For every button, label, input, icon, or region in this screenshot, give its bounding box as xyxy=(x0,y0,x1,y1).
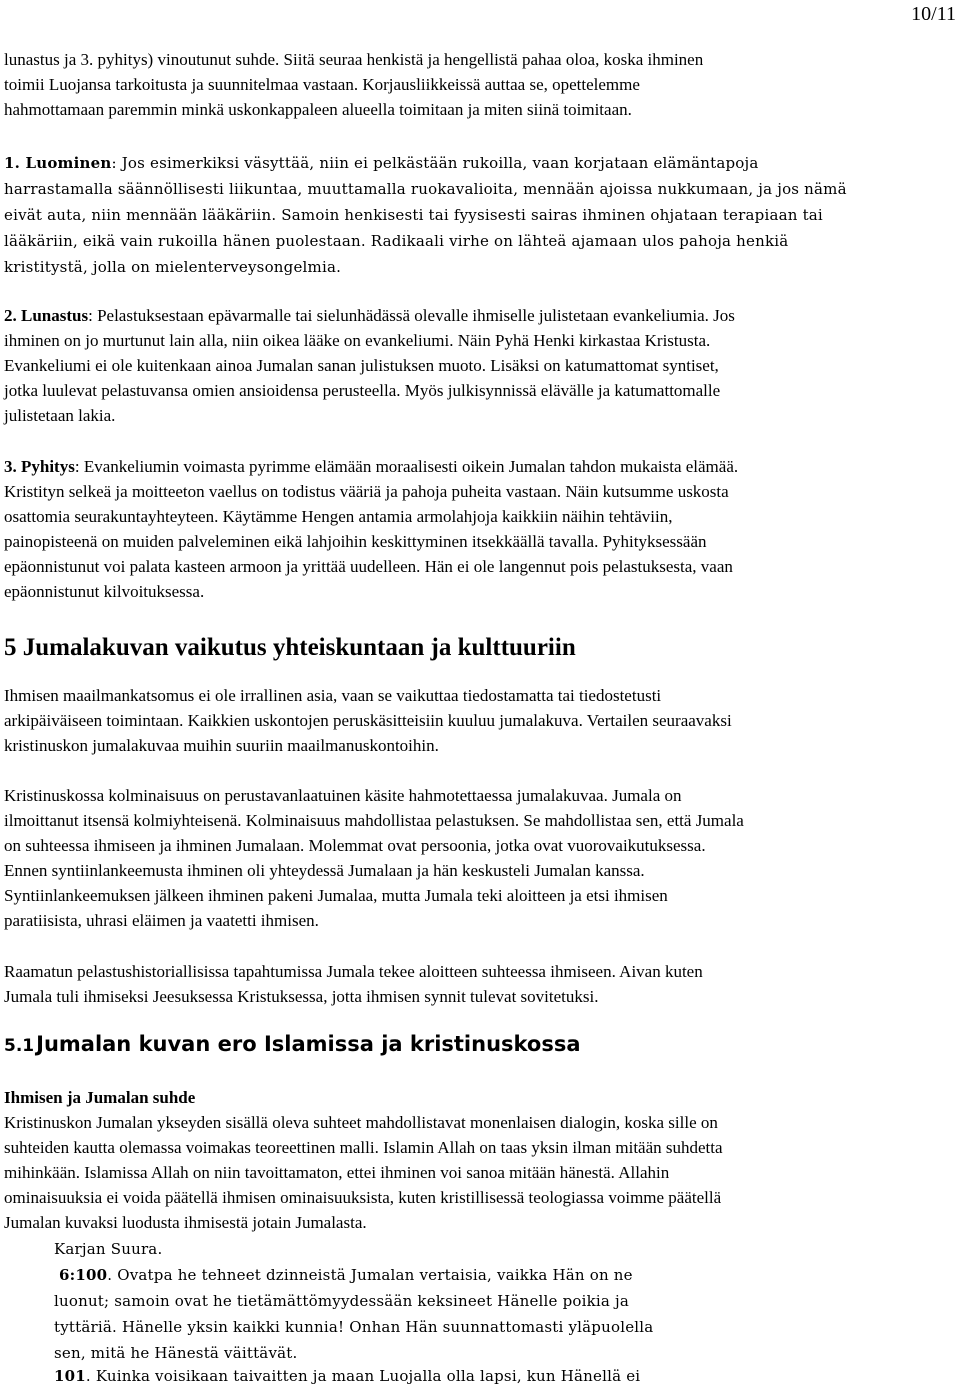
item3-line: 3. Pyhitys: Evankeliumin voimasta pyrimme elämään moraalisesti oikein Jumalan tahdon mukaista elämää. xyxy=(4,457,739,476)
verse-number: 101 xyxy=(54,1367,86,1385)
item1-line: 1. Luominen: Jos esimerkiksi väsyttää, niin ei pelkästään rukoilla, vaan korjataan elämäntapoja xyxy=(4,154,759,172)
quote-line: luonut; samoin ovat he tietämättömyydessään keksineet Hänelle poikia ja xyxy=(54,1292,630,1310)
item2-label: 2. Lunastus xyxy=(4,306,89,325)
para51-line: mihinkään. Islamissa Allah on niin tavoittamaton, ettei ihminen voi sanoa mitään hänestä. Allahin xyxy=(4,1163,670,1182)
item3-line: epäonnistunut kilvoituksessa. xyxy=(4,582,205,601)
subheading: Ihmisen ja Jumalan suhde xyxy=(4,1088,196,1107)
quote-title: Karjan Suura. xyxy=(54,1240,163,1258)
para5c-line: Raamatun pelastushistoriallisissa tapahtumissa Jumala tekee aloitteen suhteessa ihmiseen. Aivan kuten xyxy=(4,962,703,981)
item2-line: jotka luulevat pelastuvansa omien ansioidensa perusteella. Myös julkisynnissä elävälle ja katumattomalle xyxy=(4,381,721,400)
verse-number: 6:100 xyxy=(59,1266,108,1284)
page-number: 10/11 xyxy=(911,3,956,25)
item3-label: 3. Pyhitys xyxy=(4,457,75,476)
item1-line: kristitystä, jolla on mielenterveysongelmia. xyxy=(4,258,342,276)
item2-line: ihminen on jo murtunut lain alla, niin oikea lääke on evankeliumi. Näin Pyhä Henki kirkastaa Kristusta. xyxy=(4,331,711,350)
para5b-line: Syntiinlankeemuksen jälkeen ihminen pakeni Jumalaa, mutta Jumala teki aloitteen ja etsi ihmisen xyxy=(4,886,668,905)
para51-line: Jumalan kuvaksi luodusta ihmisestä jotain Jumalasta. xyxy=(4,1213,367,1232)
item2-line: julistetaan lakia. xyxy=(4,406,116,425)
quote-line: tyttäriä. Hänelle yksin kaikki kunnia! Onhan Hän suunnattomasti yläpuolella xyxy=(54,1318,654,1336)
item1-line: lääkäriin, eikä vain rukoilla hänen puolestaan. Radikaali virhe on lähteä ajamaan ulos pahoja henkiä xyxy=(4,232,789,250)
para5b-line: Kristinuskossa kolminaisuus on perustavanlaatuinen käsite hahmotettaessa jumalakuvaa. Jumala on xyxy=(4,786,682,805)
intro-line: hahmottamaan paremmin minkä uskonkappaleen alueella toimitaan ja miten siinä toimitaan. xyxy=(4,100,632,119)
quote-line: 101. Kuinka voisikaan taivaitten ja maan Luojalla olla lapsi, kun Hänellä ei xyxy=(54,1367,641,1385)
item1-label: 1. Luominen xyxy=(4,154,112,172)
item2-line: 2. Lunastus: Pelastuksestaan epävarmalle tai sielunhädässä olevalle ihmiselle julistetaan evankeliumia. Jos xyxy=(4,306,735,325)
para51-line: ominaisuuksia ei voida päätellä ihmisen ominaisuuksista, kuten kristillisessä teologiassa voimme päätellä xyxy=(4,1188,722,1207)
para51-line: Kristinuskon Jumalan ykseyden sisällä oleva suhteet mahdollistavat monenlaisen dialogin, koska sille on xyxy=(4,1113,718,1132)
para5b-line: paratiisista, uhrasi eläimen ja vaatetti ihmisen. xyxy=(4,911,319,930)
para5b-line: ilmoittanut itsensä kolmiyhteisenä. Kolminaisuus mahdollistaa pelastuksen. Se mahdollistaa sen, että Jumala xyxy=(4,811,744,830)
section-heading-5-1 xyxy=(4,1030,581,1060)
item1-line: harrastamalla säännöllisesti liikuntaa, muuttamalla ruokavalioita, mennään ajoissa nukkumaan, ja jos nämä xyxy=(4,180,847,198)
para51-line: suhteiden kautta olemassa voimakas teoreettinen malli. Islamin Allah on taas yksin ilman mitään suhdetta xyxy=(4,1138,723,1157)
quote-line: sen, mitä he Hänestä väittävät. xyxy=(54,1344,298,1362)
para5a-line: kristinuskon jumalakuvaa muihin suuriin maailmanuskontoihin. xyxy=(4,736,439,755)
para5b-line: on suhteessa ihmiseen ja ihminen Jumalaan. Molemmat ovat persoonia, jotka ovat vuorovaikutuksessa. xyxy=(4,836,706,855)
item3-line: epäonnistunut voi palata kasteen armoon ja yrittää uudelleen. Hän ei ole langennut pois pelastuksesta, vaan xyxy=(4,557,733,576)
para5c-line: Jumala tuli ihmiseksi Jeesuksessa Kristuksessa, jotta ihmisen synnit tulevat sovitetuksi. xyxy=(4,987,599,1006)
intro-line: lunastus ja 3. pyhitys) vinoutunut suhde. Siitä seuraa henkistä ja hengellistä pahaa oloa, koska ihminen xyxy=(4,50,704,69)
heading-number: 5.1 xyxy=(4,1036,35,1056)
para5b-line: Ennen syntiinlankeemusta ihminen oli yhteydessä Jumalaan ja hän keskusteli Jumalan kanssa. xyxy=(4,861,645,880)
quote-line: 6:100. Ovatpa he tehneet dzinneistä Jumalan vertaisia, vaikka Hän on ne xyxy=(59,1266,633,1284)
section-heading-5: 5 Jumalakuvan vaikutus yhteiskuntaan ja kulttuuriin xyxy=(4,634,576,661)
item3-line: Kristityn selkeä ja moitteeton vaellus on todistus vääriä ja pahoja puheita vastaan. Näin kutsumme uskosta xyxy=(4,482,729,501)
intro-line: toimii Luojansa tarkoitusta ja suunnitelmaa vastaan. Korjausliikkeissä auttaa se, opettelemme xyxy=(4,75,640,94)
item1-line: eivät auta, niin mennään lääkäriin. Samoin henkisesti tai fyysisesti sairas ihminen ohjataan terapiaan tai xyxy=(4,206,823,224)
heading-text: Jumalan kuvan ero Islamissa ja kristinuskossa xyxy=(36,1032,581,1056)
item3-line: osattomia seurakuntayhteyteen. Käytämme Hengen antamia armolahjoja kaikkiin näihin tehtäviin, xyxy=(4,507,673,526)
item3-line: painopisteenä on muiden palveleminen eikä lahjoihin keskittyminen itsekkäällä tavalla. Pyhityksessään xyxy=(4,532,707,551)
item2-line: Evankeliumi ei ole kuitenkaan ainoa Jumalan sanan julistuksen muoto. Lisäksi on katumattomat syntiset, xyxy=(4,356,719,375)
para5a-line: arkipäiväiseen toimintaan. Kaikkien uskontojen peruskäsitteisiin kuuluu jumalakuva. Vertailen seuraavaksi xyxy=(4,711,732,730)
para5a-line: Ihmisen maailmankatsomus ei ole irrallinen asia, vaan se vaikuttaa tiedostamatta tai tiedostetusti xyxy=(4,686,662,705)
